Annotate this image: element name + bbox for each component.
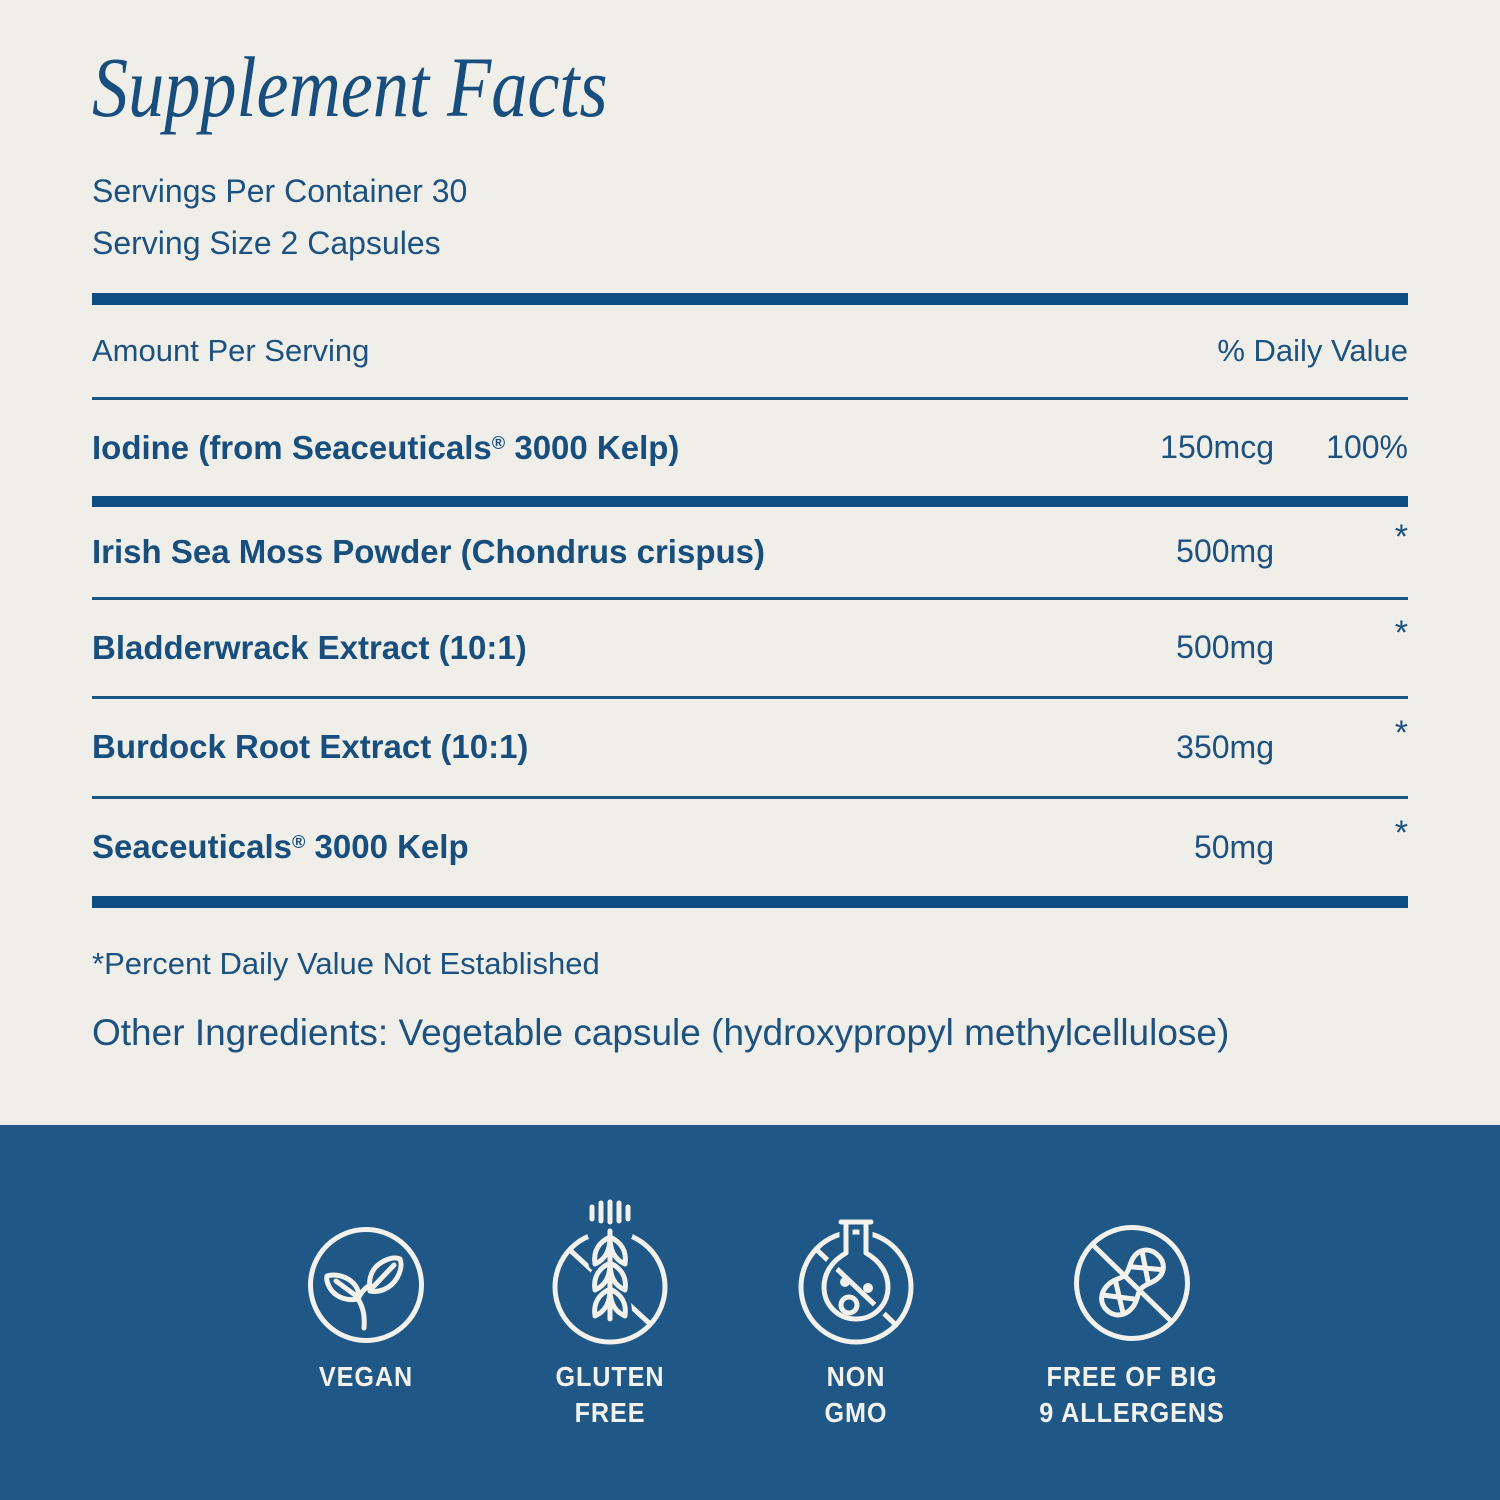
ingredient-daily-value: * (1394, 614, 1408, 653)
ingredient-daily-value: * (1394, 713, 1408, 752)
page-title: Supplement Facts (92, 39, 608, 135)
vegan-plant-icon (236, 1195, 496, 1345)
table-row (92, 799, 1408, 896)
badge-label: GLUTEN FREE (555, 1361, 665, 1428)
ingredient-name: Iodine (from Seaceuticals® 3000 Kelp) (92, 428, 680, 466)
badge-allergen-free (1002, 1195, 1262, 1431)
flask-crossed-icon (726, 1195, 986, 1345)
ingredient-daily-value: 100% (1326, 429, 1408, 466)
ingredient-name: Seaceuticals® 3000 Kelp (92, 828, 469, 866)
amount-per-serving-header: Amount Per Serving (92, 332, 370, 368)
table-row (92, 600, 1408, 696)
ingredient-amount: 50mg (1193, 828, 1274, 865)
table-row (92, 699, 1408, 796)
other-ingredients: Other Ingredients: Vegetable capsule (hydroxypropyl methylcellulose) (92, 1011, 1230, 1053)
ingredient-daily-value: * (1394, 813, 1408, 852)
badge-non-gmo (726, 1195, 986, 1431)
badge-label: FREE OF BIG 9 ALLERGENS (1039, 1361, 1225, 1428)
daily-value-header: % Daily Value (1217, 332, 1408, 368)
ingredient-amount: 150mcg (1160, 429, 1274, 466)
divider-thick-bottom (92, 896, 1408, 908)
ingredient-amount: 350mg (1176, 728, 1274, 765)
ingredient-amount: 500mg (1176, 533, 1274, 570)
divider-thick-top (92, 293, 1408, 305)
wheat-crossed-icon (480, 1195, 740, 1345)
table-row (92, 507, 1408, 597)
table-header-row (92, 305, 1408, 397)
ingredient-name: Irish Sea Moss Powder (Chondrus crispus) (92, 532, 765, 570)
badge-label: NON GMO (824, 1361, 888, 1428)
badge-vegan (236, 1195, 496, 1395)
serving-info (92, 165, 1408, 269)
ingredient-name: Burdock Root Extract (10:1) (92, 728, 529, 766)
ingredient-name: Bladderwrack Extract (10:1) (92, 628, 527, 666)
divider-thick-mid (92, 496, 1408, 507)
daily-value-footnote: *Percent Daily Value Not Established (92, 945, 600, 981)
ingredient-amount: 500mg (1176, 629, 1274, 666)
table-row (92, 400, 1408, 496)
badge-gluten-free (480, 1195, 740, 1431)
serving-size: Serving Size 2 Capsules (92, 224, 441, 261)
badge-label: VEGAN (318, 1361, 414, 1392)
ingredient-daily-value: * (1394, 518, 1408, 557)
servings-per-container: Servings Per Container 30 (92, 172, 468, 209)
peanut-crossed-icon (1002, 1195, 1262, 1345)
